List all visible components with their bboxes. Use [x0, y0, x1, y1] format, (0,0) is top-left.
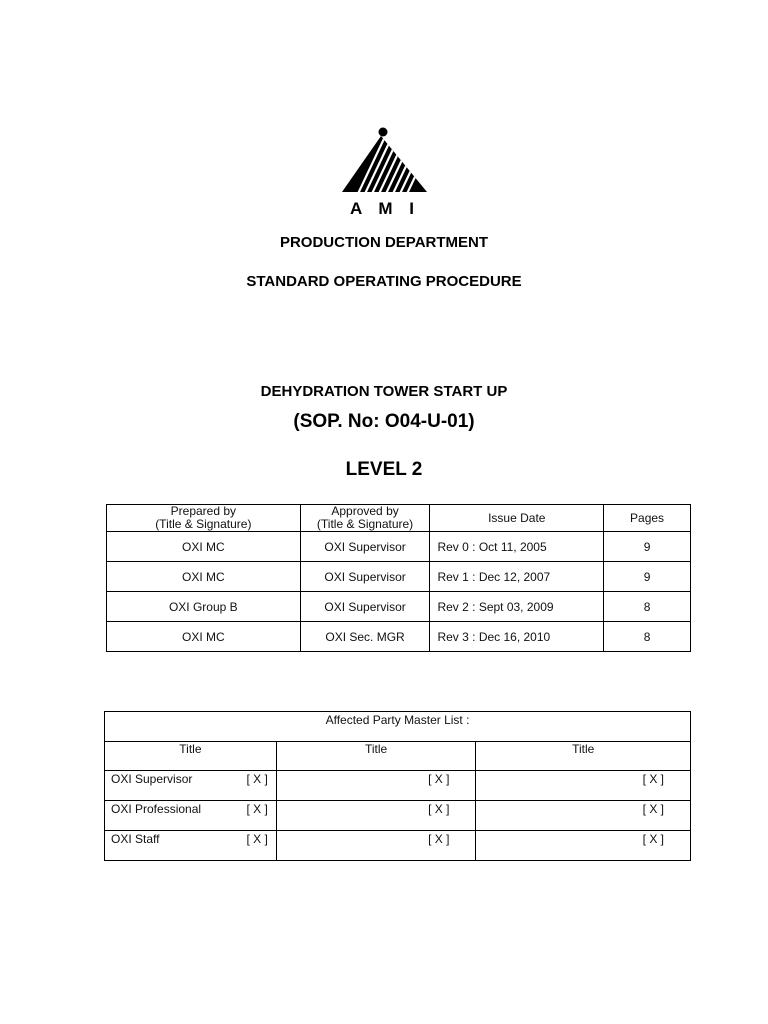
pages-cell: 9	[604, 562, 691, 592]
party-mark: [ X ]	[246, 772, 268, 786]
column-title: Title	[476, 742, 691, 771]
party-mark: [ X ]	[276, 771, 476, 801]
prepared-cell: OXI MC	[107, 622, 301, 652]
approved-by-label: Approved by	[331, 504, 399, 518]
revision-header-row	[107, 505, 691, 532]
party-mark: [ X ]	[476, 801, 691, 831]
issue-date-header: Issue Date	[430, 505, 604, 532]
pages-header: Pages	[604, 505, 691, 532]
table-row	[107, 532, 691, 562]
revision-table	[106, 504, 691, 652]
logo-wordmark: A M I	[350, 199, 420, 218]
party-cell	[105, 771, 277, 801]
sop-number: (SOP. No: O04-U-01)	[293, 411, 475, 432]
table-row	[107, 562, 691, 592]
affected-caption: Affected Party Master List :	[105, 712, 691, 742]
prepared-by-header	[107, 505, 301, 532]
pages-cell: 8	[604, 592, 691, 622]
party-label: OXI Supervisor	[111, 772, 193, 786]
column-title: Title	[276, 742, 476, 771]
table-row	[107, 622, 691, 652]
approved-by-header	[300, 505, 430, 532]
affected-caption-row	[105, 712, 691, 742]
approved-cell: OXI Sec. MGR	[300, 622, 430, 652]
level-heading: LEVEL 2	[345, 459, 423, 480]
issue-cell: Rev 3 : Dec 16, 2010	[430, 622, 604, 652]
approved-cell: OXI Supervisor	[300, 562, 430, 592]
party-mark: [ X ]	[476, 771, 691, 801]
pages-cell: 9	[604, 532, 691, 562]
prepared-cell: OXI Group B	[107, 592, 301, 622]
issue-cell: Rev 2 : Sept 03, 2009	[430, 592, 604, 622]
prepared-by-label: Prepared by	[170, 504, 237, 518]
table-row	[105, 801, 691, 831]
document-title: DEHYDRATION TOWER START UP	[260, 383, 508, 400]
prepared-cell: OXI MC	[107, 532, 301, 562]
party-mark: [ X ]	[246, 802, 268, 816]
table-row	[105, 771, 691, 801]
approved-cell: OXI Supervisor	[300, 532, 430, 562]
party-label: OXI Staff	[111, 832, 160, 846]
table-row	[107, 592, 691, 622]
party-mark: [ X ]	[246, 832, 268, 846]
party-cell	[105, 801, 277, 831]
prepared-by-sublabel: (Title & Signature)	[155, 517, 252, 531]
prepared-cell: OXI MC	[107, 562, 301, 592]
party-mark: [ X ]	[276, 801, 476, 831]
affected-party-table	[104, 711, 691, 861]
party-mark: [ X ]	[276, 831, 476, 861]
issue-cell: Rev 0 : Oct 11, 2005	[430, 532, 604, 562]
issue-cell: Rev 1 : Dec 12, 2007	[430, 562, 604, 592]
party-label: OXI Professional	[111, 802, 202, 816]
column-title: Title	[105, 742, 277, 771]
department-heading: PRODUCTION DEPARTMENT	[279, 234, 489, 251]
approved-by-sublabel: (Title & Signature)	[316, 517, 414, 531]
table-row	[105, 831, 691, 861]
pages-cell: 8	[604, 622, 691, 652]
approved-cell: OXI Supervisor	[300, 592, 430, 622]
affected-header-row	[105, 742, 691, 771]
ami-logo	[338, 126, 432, 198]
party-mark: [ X ]	[476, 831, 691, 861]
procedure-heading: STANDARD OPERATING PROCEDURE	[246, 273, 522, 290]
party-cell	[105, 831, 277, 861]
